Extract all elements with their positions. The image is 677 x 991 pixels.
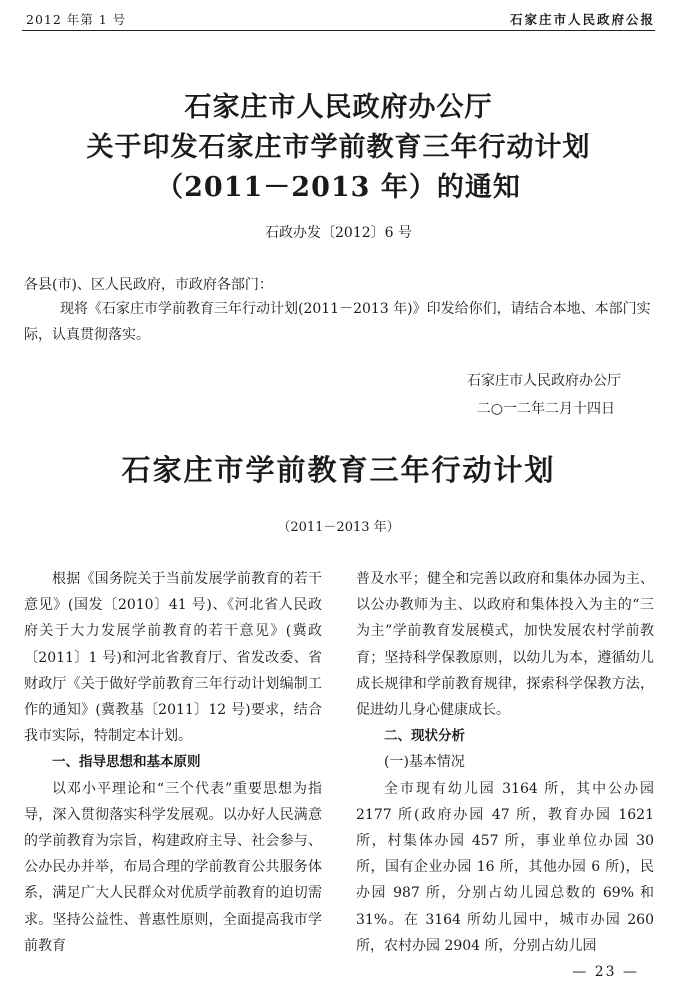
section-heading: 二、现状分析 (384, 728, 465, 745)
page-number: — 23 — (572, 964, 639, 980)
notice-title (0, 88, 677, 208)
plan-title: 石家庄市学前教育三年行动计划 (121, 453, 556, 487)
running-header (22, 8, 655, 31)
addressee: 各县(市)、区人民政府，市政府各部门： (24, 277, 273, 293)
right-column (356, 566, 654, 959)
signature-date: 二○一二年二月十四日 (476, 401, 615, 417)
signature-org: 石家庄市人民政府办公厅 (467, 373, 621, 389)
subsection-heading: (一)基本情况 (384, 754, 465, 771)
notice-title-line-2: 关于印发石家庄市学前教育三年行动计划 (86, 132, 591, 163)
document-number: 石政办发〔2012〕6 号 (265, 225, 412, 241)
paragraph: 根据《国务院关于当前发展学前教育的若干意见》(国发〔2010〕41 号)、《河北省人民政府关于大力发展学前教育的若干意见》(冀政〔2011〕1 号)和河北省教育厅、省发改委、省财政厅《关于做好学前教育三年行动计划编制工作的通知》(冀教基〔2011〕12 号)要求，结合我市实际，特制定本计划。 (24, 571, 322, 745)
paragraph: 普及水平；健全和完善以政府和集体办园为主、以公办教师为主、以政府和集体投入为主的“三为主”学前教育发展模式，加快发展农村学前教育；坚持科学保教原则，以幼儿为本，遵循幼儿成长规律和学前教育规律，探索科学保教方法，促进幼儿身心健康成长。 (356, 571, 654, 719)
section-heading: 一、指导思想和基本原则 (52, 754, 201, 771)
notice-body: 现将《石家庄市学前教育三年行动计划(2011－2013 年)》印发给你们，请结合本地、本部门实际，认真贯彻落实。 (24, 301, 651, 343)
left-column (24, 566, 322, 959)
notice-title-line-3: （2011－2013 年）的通知 (156, 172, 521, 203)
notice-title-line-1: 石家庄市人民政府办公厅 (184, 92, 493, 123)
plan-subtitle: （2011－2013 年） (277, 520, 400, 535)
paragraph: 以邓小平理论和“三个代表”重要思想为指导，深入贯彻落实科学发展观。以办好人民满意的学前教育为宗旨，构建政府主导、社会参与、公办民办并举，布局合理的学前教育公共服务体系，满足广大人民群众对优质学前教育的迫切需求。坚持公益性、普惠性原则，全面提高我市学前教育 (24, 780, 322, 954)
publication-name: 石家庄市人民政府公报 (509, 12, 655, 27)
paragraph: 全市现有幼儿园 3164 所，其中公办园 2177 所(政府办园 47 所，教育办园 1621 所，村集体办园 457 所，事业单位办园 30 所，国有企业办园 16 所，其他办园 6 所)，民办园 987 所，分别占幼儿园总数的 69% 和 31%。在 3164 所幼儿园中，城市办园 260 所，农村办园 2904 所，分别占幼儿园 (356, 780, 654, 954)
issue-label: 2012 年第 1 号 (26, 12, 127, 27)
